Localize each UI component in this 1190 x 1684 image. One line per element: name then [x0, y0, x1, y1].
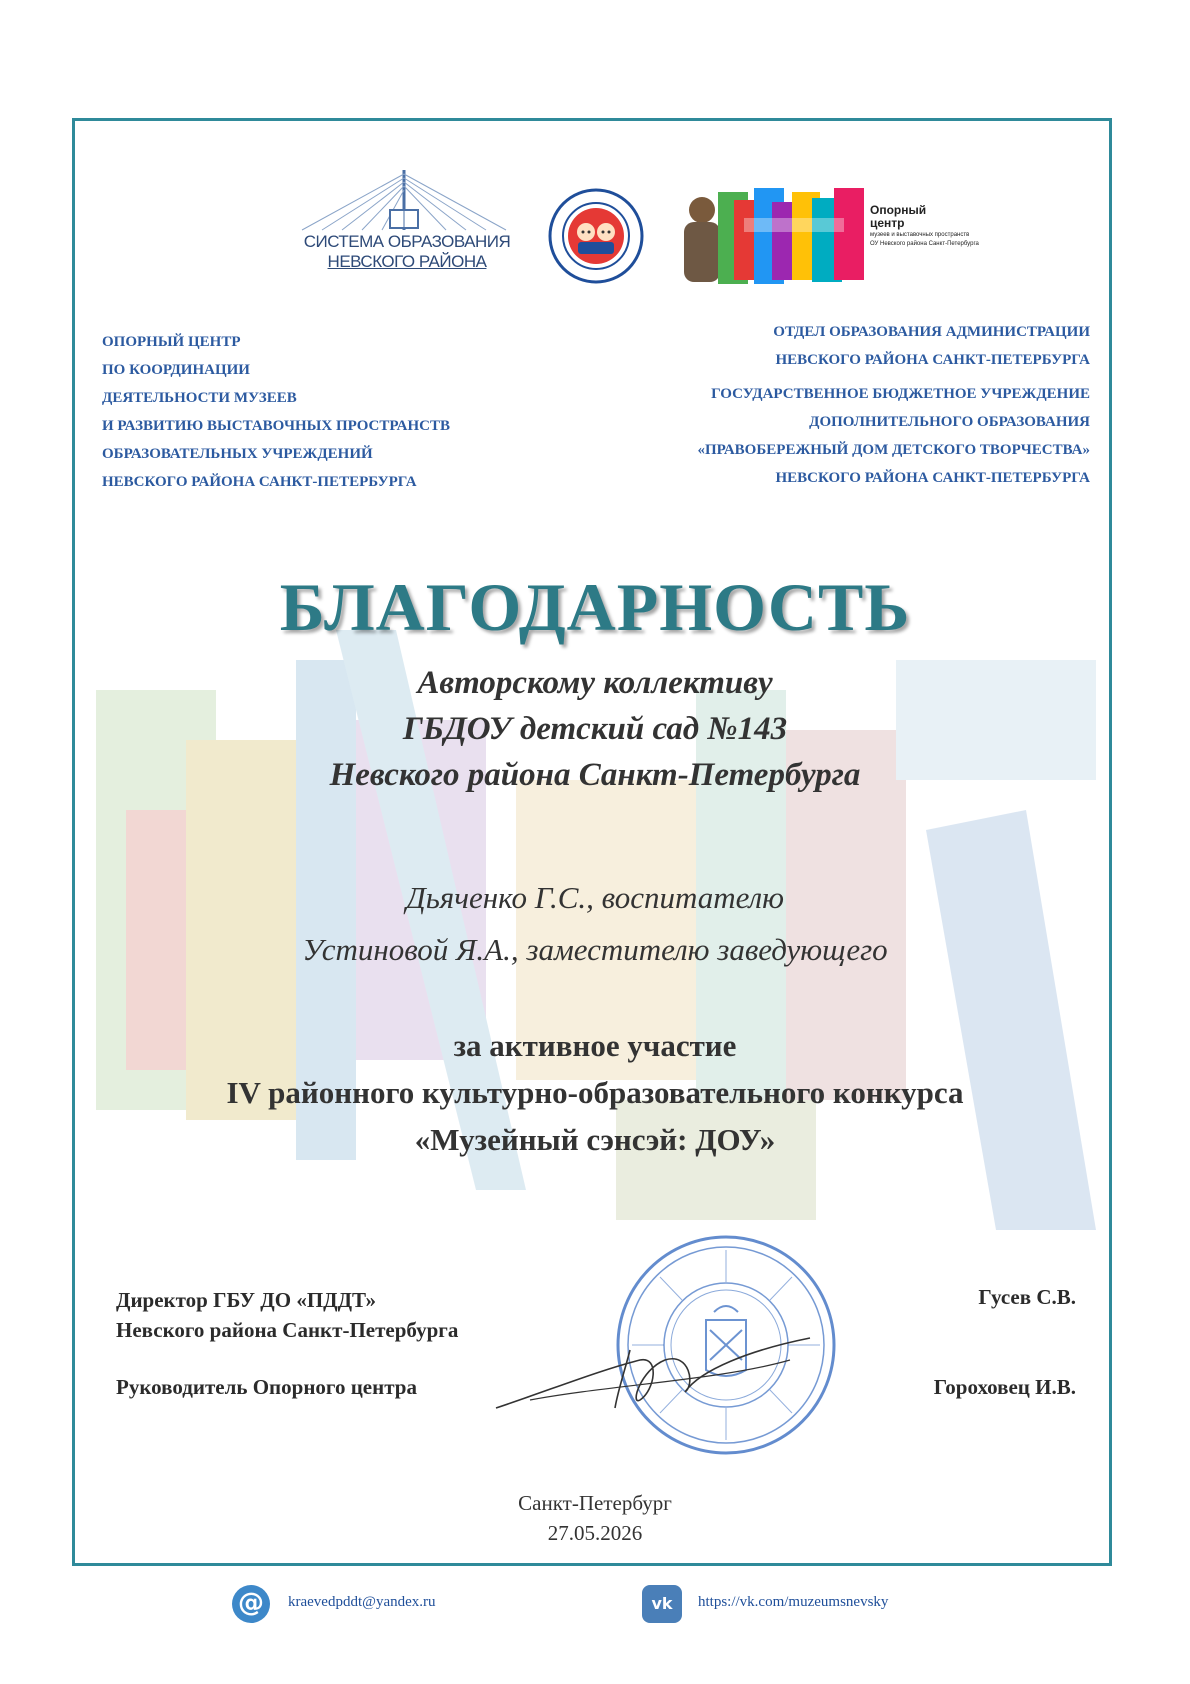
recipient — [0, 660, 1190, 798]
place-date — [0, 1488, 1190, 1548]
system-education-logo — [292, 170, 522, 280]
system-logo-line2: НЕВСКОГО РАЙОНА — [327, 252, 487, 271]
center-head-title: Руководитель Опорного центра — [116, 1375, 417, 1399]
support-center-logo — [674, 188, 979, 288]
org-left-line: НЕВСКОГО РАЙОНА САНКТ-ПЕТЕРБУРГА — [102, 474, 417, 490]
org-left-line: ОПОРНЫЙ ЦЕНТР — [102, 334, 241, 350]
certificate-title: БЛАГОДАРНОСТЬ — [279, 569, 911, 645]
org-left-line: И РАЗВИТИЮ ВЫСТАВОЧНЫХ ПРОСТРАНСТВ — [102, 418, 450, 434]
org-right-line: НЕВСКОГО РАЙОНА САНКТ-ПЕТЕРБУРГА — [775, 352, 1090, 368]
director-title-line1: Директор ГБУ ДО «ПДДТ» — [116, 1288, 377, 1312]
org-right-line: ОТДЕЛ ОБРАЗОВАНИЯ АДМИНИСТРАЦИИ — [773, 324, 1090, 340]
vk-icon: vk — [642, 1585, 682, 1623]
footer — [0, 1585, 1190, 1629]
org-left-line: ПО КООРДИНАЦИИ — [102, 362, 250, 378]
org-right-line: ГОСУДАРСТВЕННОЕ БЮДЖЕТНОЕ УЧРЕЖДЕНИЕ — [711, 386, 1090, 402]
org-left-line: ДЕЯТЕЛЬНОСТИ МУЗЕЕВ — [102, 390, 297, 406]
center-title-1: Опорный — [870, 203, 927, 217]
date: 27.05.2026 — [547, 1521, 643, 1545]
recipient-line: Авторскому коллективу — [417, 665, 773, 701]
org-right-line: «ПРАВОБЕРЕЖНЫЙ ДОМ ДЕТСКОГО ТВОРЧЕСТВА» — [697, 442, 1090, 458]
reason-line: IV районного культурно-образовательного конкурса — [226, 1075, 964, 1110]
pddt-logo — [548, 188, 644, 284]
org-right-line: НЕВСКОГО РАЙОНА САНКТ-ПЕТЕРБУРГА — [775, 470, 1090, 486]
center-sub-2: ОУ Невского района Санкт-Петербурга — [870, 241, 979, 247]
at-icon: @ — [232, 1585, 270, 1623]
persons — [0, 872, 1190, 976]
system-logo-line1: СИСТЕМА ОБРАЗОВАНИЯ — [303, 232, 511, 251]
recipient-line: ГБДОУ детский сад №143 — [402, 711, 788, 747]
center-sub-1: музеев и выставочных пространств — [870, 232, 970, 238]
center-title-2: центр — [870, 216, 905, 230]
organization-right — [600, 318, 1090, 492]
reason — [0, 1022, 1190, 1163]
city: Санкт-Петербург — [518, 1491, 672, 1515]
email-text[interactable]: kraevedpddt@yandex.ru — [288, 1594, 436, 1610]
director-title — [116, 1285, 458, 1345]
center-head-name: Гороховец И.В. — [933, 1375, 1076, 1399]
person-line: Устиновой Я.А., заместителю заведующего — [302, 932, 888, 967]
reason-line: за активное участие — [453, 1028, 737, 1063]
vk-link[interactable]: https://vk.com/muzeumsnevsky — [698, 1594, 889, 1610]
handwritten-signature — [490, 1330, 820, 1420]
person-line: Дьяченко Г.С., воспитателю — [405, 880, 785, 915]
director-title-line2: Невского района Санкт-Петербурга — [116, 1318, 459, 1342]
org-left-line: ОБРАЗОВАТЕЛЬНЫХ УЧРЕЖДЕНИЙ — [102, 446, 373, 462]
recipient-line: Невского района Санкт-Петербурга — [329, 757, 861, 793]
reason-line: «Музейный сэнсэй: ДОУ» — [414, 1122, 776, 1157]
organization-left — [102, 328, 562, 496]
org-right-line: ДОПОЛНИТЕЛЬНОГО ОБРАЗОВАНИЯ — [809, 414, 1090, 430]
director-name: Гусев С.В. — [978, 1285, 1076, 1309]
bridge-icon — [292, 170, 522, 234]
